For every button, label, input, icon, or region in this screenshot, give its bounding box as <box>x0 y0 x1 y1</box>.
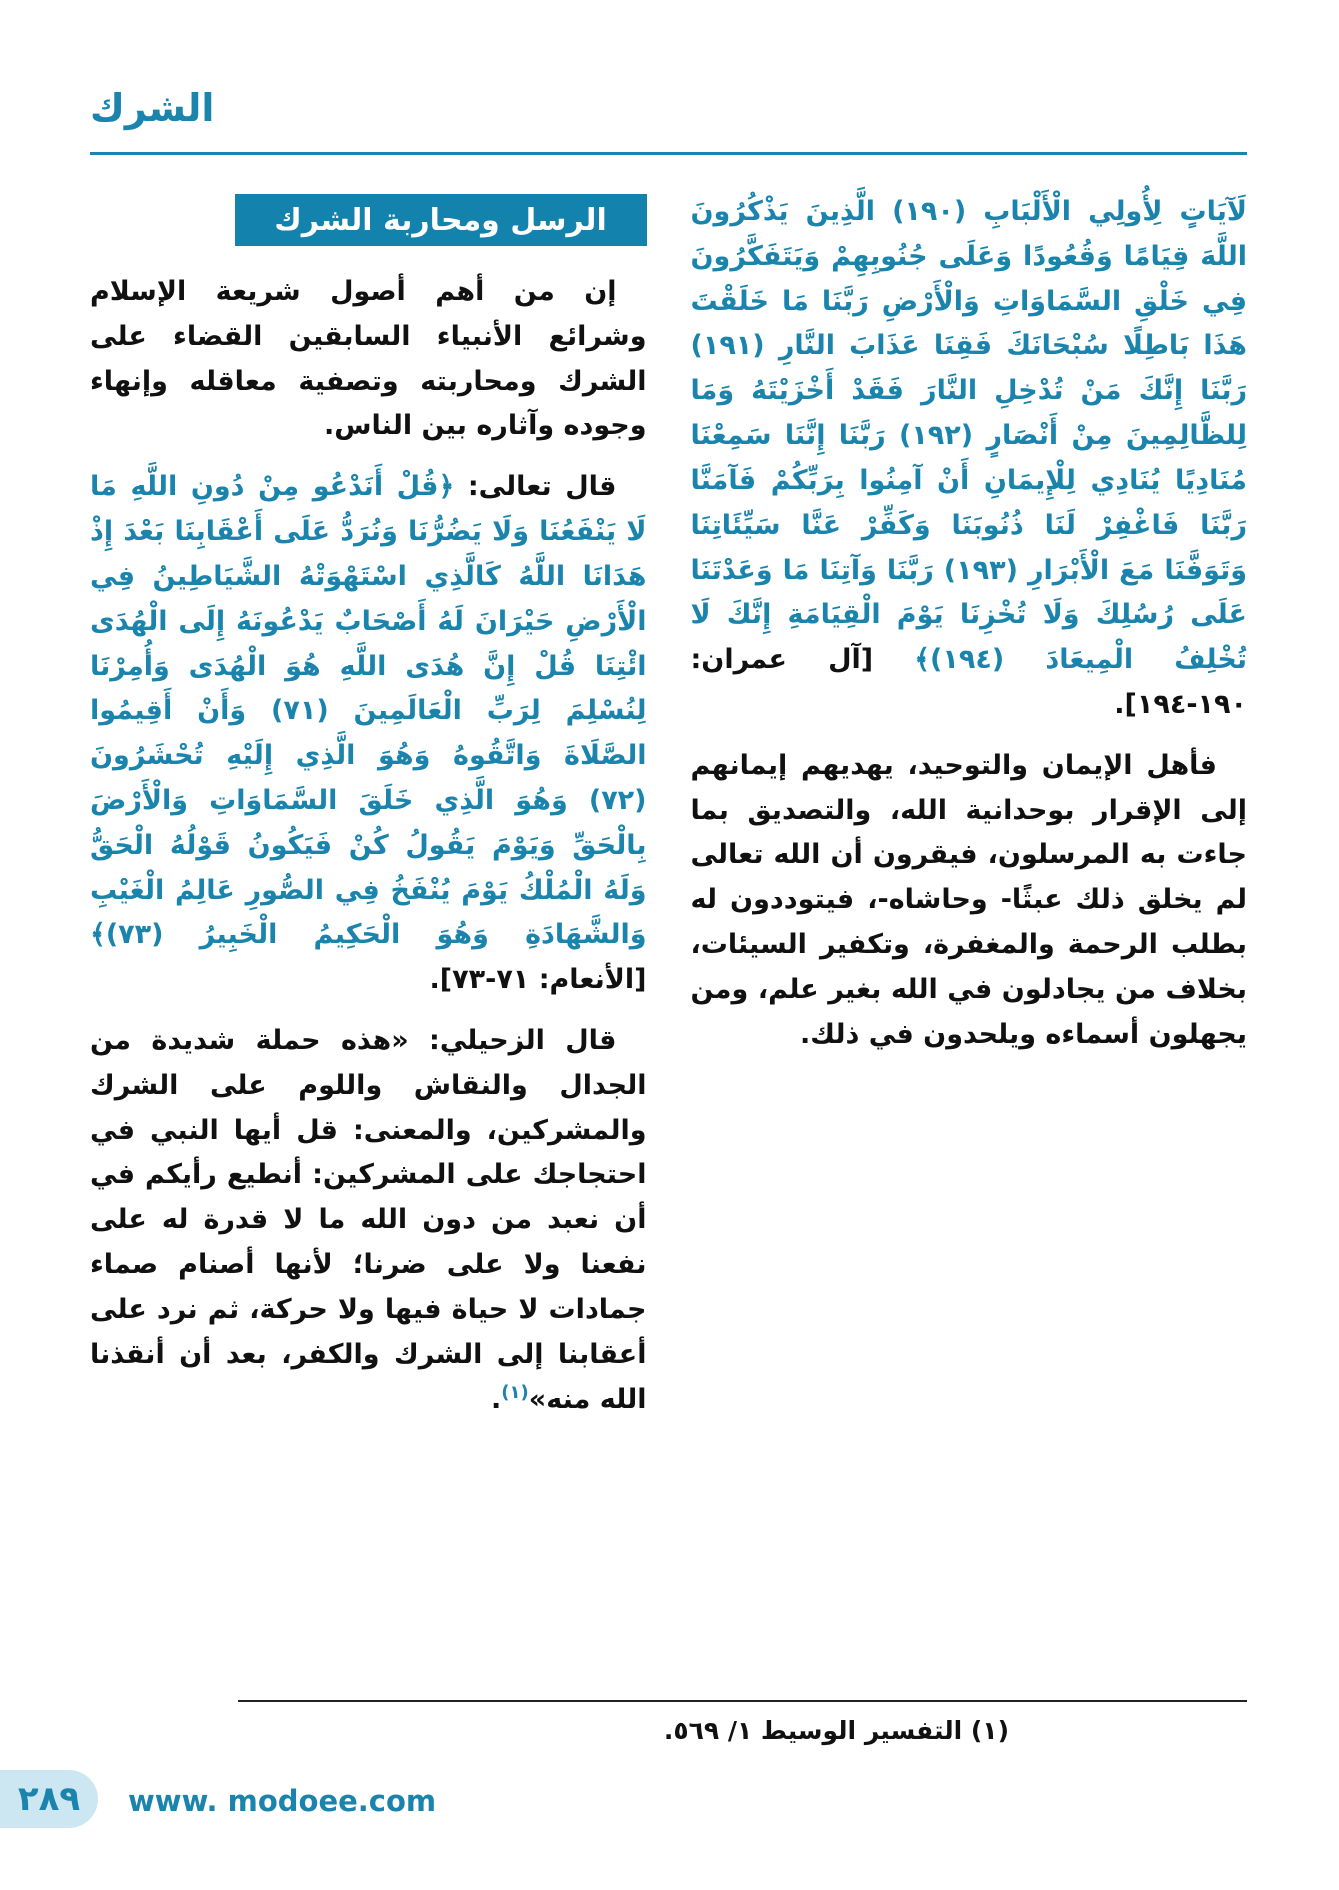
verse-paragraph <box>90 465 647 1003</box>
commentary-paragraph: فأهل الإيمان والتوحيد، يهديهم إيمانهم إلى الإقرار بوحدانية الله، والتصديق بما جاءت به المرسلون، فيقرون أن الله تعالى لم يخلق ذلك عبثًا- وحاشاه-، فيتوددون له بطلب الرحمة والمغفرة، وتكفير السيئات، بخلاف من يجادلون في الله بغير علم، ومن يجهلون أسماءه ويلحدون في ذلك. <box>690 749 1247 1050</box>
footnote-text: (١) التفسير الوسيط ١/ ٥٦٩. <box>663 1716 1009 1745</box>
quran-text-anam: ﴿قُلْ أَنَدْعُو مِنْ دُونِ اللَّهِ مَا لَا يَنْفَعُنَا وَلَا يَضُرُّنَا وَنُرَدُّ عَلَى أَعْقَابِنَا بَعْدَ إِذْ هَدَانَا اللَّهُ كَالَّذِي اسْتَهْوَتْهُ الشَّيَاطِينُ فِي الْأَرْضِ حَيْرَانَ لَهُ أَصْحَابٌ يَدْعُونَهُ إِلَى الْهُدَى ائْتِنَا قُلْ إِنَّ هُدَى اللَّهِ هُوَ الْهُدَى وَأُمِرْنَا لِنُسْلِمَ لِرَبِّ الْعَالَمِينَ (٧١) وَأَنْ أَقِيمُوا الصَّلَاةَ وَاتَّقُوهُ وَهُوَ الَّذِي إِلَيْهِ تُحْشَرُونَ (٧٢) وَهُوَ الَّذِي خَلَقَ السَّمَاوَاتِ وَالْأَرْضَ بِالْحَقِّ وَيَوْمَ يَقُولُ كُنْ فَيَكُونُ قَوْلُهُ الْحَقُّ وَلَهُ الْمُلْكُ يَوْمَ يُنْفَخُ فِي الصُّورِ عَالِمُ الْغَيْبِ وَالشَّهَادَةِ وَهُوَ الْحَكِيمُ الْخَبِيرُ (٧٣)﴾ <box>90 471 647 951</box>
website-label: www. modoee.com <box>128 1784 437 1818</box>
qala-taala-label: قال تعالى: <box>454 471 617 503</box>
zuhayli-quote-paragraph <box>90 1019 647 1422</box>
page-content <box>90 190 1247 1438</box>
footnote-marker: (١) <box>501 1381 529 1403</box>
page-number-tab <box>0 1770 98 1828</box>
intro-paragraph: إن من أهم أصول شريعة الإسلام وشرائع الأنبياء السابقين القضاء على الشرك ومحاربته وتصفية معاقله وإنهاء وجوده وآثاره بين الناس. <box>90 276 647 442</box>
footnote-separator <box>238 1700 1247 1702</box>
sentence-period: . <box>491 1383 502 1415</box>
column-left <box>90 190 647 1438</box>
header-rule <box>90 152 1247 155</box>
zuhayli-quote-text: قال الزحيلي: «هذه حملة شديدة من الجدال والنقاش واللوم على الشرك والمشركين، والمعنى: قل أيها النبي في احتجاجك على المشركين: أنطيع رأيكم في أن نعبد من دون الله ما لا قدرة له على نفعنا ولا على ضرنا؛ لأنها أصنام صماء جمادات لا حياة فيها ولا حركة، ثم نرد على أعقابنا إلى الشرك والكفر، بعد أن أنقذنا الله منه» <box>90 1025 647 1415</box>
column-right <box>691 190 1248 1438</box>
verse-reference-aal-imran: [آل عمران: ١٩٠-١٩٤]. <box>690 644 1247 720</box>
section-title: الرسل ومحاربة الشرك <box>274 202 607 238</box>
quran-passage-aal-imran <box>691 190 1248 728</box>
page-number: ٢٨٩ <box>17 1779 81 1819</box>
verse-reference-anam: [الأنعام: ٧١-٧٣]. <box>429 964 647 996</box>
running-head: الشرك <box>90 86 215 130</box>
quran-text-aal-imran: لَآيَاتٍ لِأُولِي الْأَلْبَابِ (١٩٠) الَّذِينَ يَذْكُرُونَ اللَّهَ قِيَامًا وَقُعُودًا وَعَلَى جُنُوبِهِمْ وَيَتَفَكَّرُونَ فِي خَلْقِ السَّمَاوَاتِ وَالْأَرْضِ رَبَّنَا مَا خَلَقْتَ هَذَا بَاطِلًا سُبْحَانَكَ فَقِنَا عَذَابَ النَّارِ (١٩١) رَبَّنَا إِنَّكَ مَنْ تُدْخِلِ النَّارَ فَقَدْ أَخْزَيْتَهُ وَمَا لِلظَّالِمِينَ مِنْ أَنْصَارٍ (١٩٢) رَبَّنَا إِنَّنَا سَمِعْنَا مُنَادِيًا يُنَادِي لِلْإِيمَانِ أَنْ آمِنُوا بِرَبِّكُمْ فَآمَنَّا رَبَّنَا فَاغْفِرْ لَنَا ذُنُوبَنَا وَكَفِّرْ عَنَّا سَيِّئَاتِنَا وَتَوَفَّنَا مَعَ الْأَبْرَارِ (١٩٣) رَبَّنَا وَآتِنَا مَا وَعَدْتَنَا عَلَى رُسُلِكَ وَلَا تُخْزِنَا يَوْمَ الْقِيَامَةِ إِنَّكَ لَا تُخْلِفُ الْمِيعَادَ (١٩٤)﴾ <box>690 196 1248 676</box>
section-title-box <box>235 194 647 246</box>
